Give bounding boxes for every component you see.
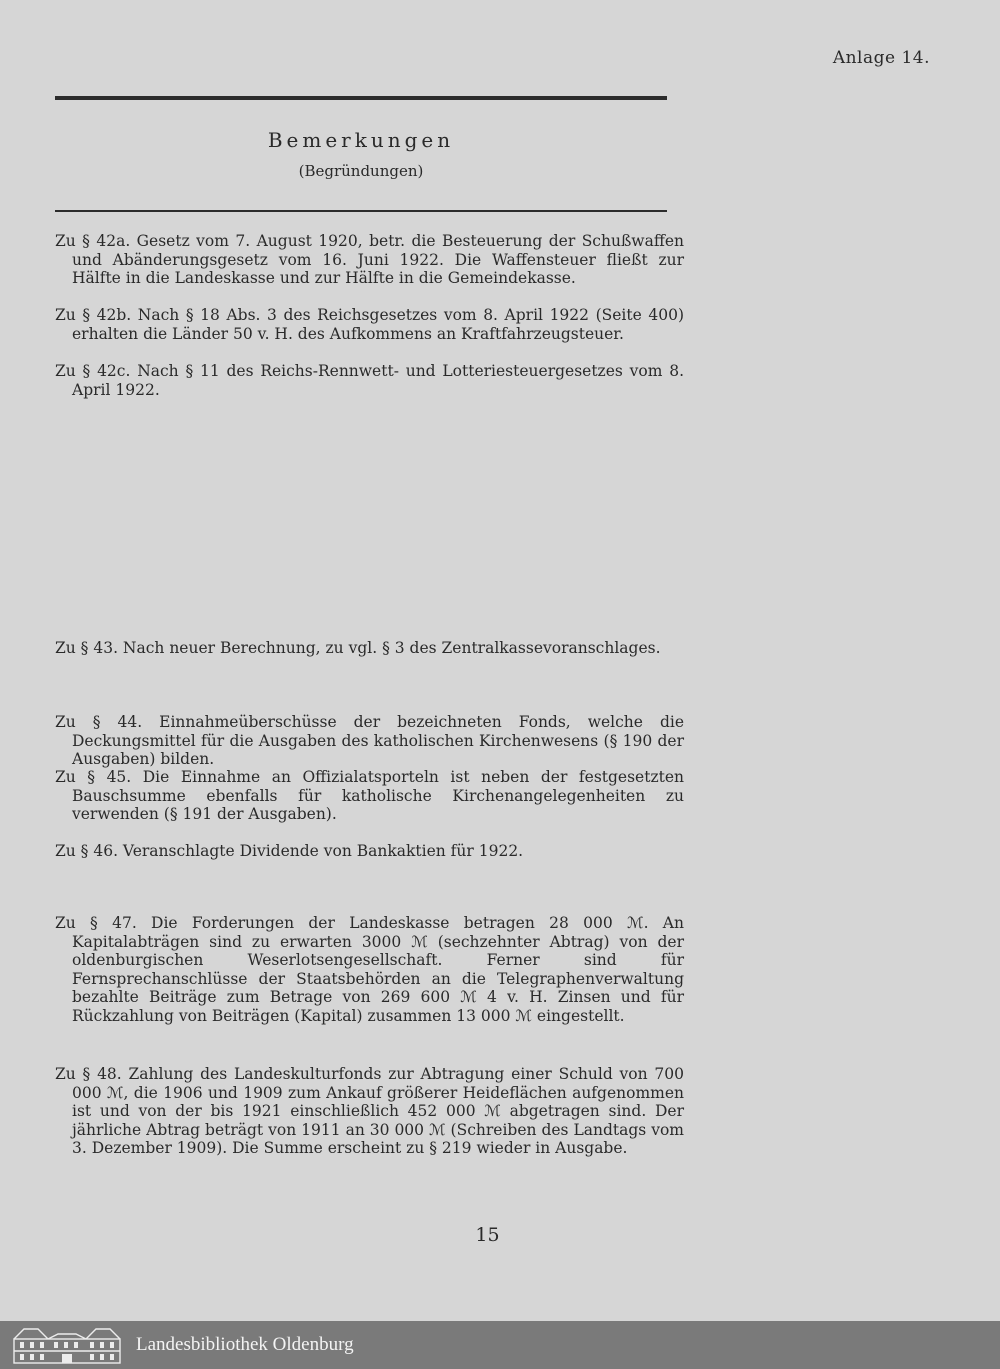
- page-title: Bemerkungen: [267, 128, 455, 152]
- entry-44: Zu § 44. Einnahmeüberschüsse der bezeichneten Fonds, welche die Deckungsmittel für die Ausgaben des katholischen Kirchenwesens (§ 190 der Ausgaben) bilden.: [55, 713, 684, 768]
- entry-42a: Zu § 42a. Gesetz vom 7. August 1920, betr. die Besteuerung der Schußwaffen und Abänderungsgesetz vom 16. Juni 1922. Die Waffensteuer fließt zur Hälfte in die Landeskasse und zur Hälfte in die Gemeindekasse.: [55, 232, 684, 287]
- annex-label: Anlage 14.: [832, 48, 930, 68]
- title-block: [55, 128, 667, 180]
- footer-label: Landesbibliothek Oldenburg: [136, 1334, 354, 1355]
- entry-42c: Zu § 42c. Nach § 11 des Reichs-Rennwett- und Lotteriesteuergesetzes vom 8. April 1922.: [55, 362, 684, 399]
- library-building-icon: [8, 1325, 126, 1365]
- title-rule: [55, 210, 667, 212]
- footer-bar: [0, 1321, 1000, 1369]
- page-subtitle: (Begründungen): [298, 162, 424, 180]
- entry-46: Zu § 46. Veranschlagte Dividende von Bankaktien für 1922.: [55, 842, 524, 860]
- entry-48: Zu § 48. Zahlung des Landeskulturfonds zur Abtragung einer Schuld von 700 000 ℳ, die 1906 und 1909 zum Ankauf größerer Heideflächen aufgenommen ist und von der bis 1921 einschließlich 452 000 ℳ abgetragen sind. Der jährliche Abtrag beträgt von 1911 an 30 000 ℳ (Schreiben des Landtags vom 3. Dezember 1909). Die Summe erscheint zu § 219 wieder in Ausgabe.: [55, 1065, 684, 1157]
- top-rule: [55, 96, 667, 100]
- entry-42b: Zu § 42b. Nach § 18 Abs. 3 des Reichsgesetzes vom 8. April 1922 (Seite 400) erhalten die Länder 50 v. H. des Aufkommens an Kraftfahrzeugsteuer.: [55, 306, 684, 343]
- entry-47: Zu § 47. Die Forderungen der Landeskasse betragen 28 000 ℳ. An Kapitalabträgen sind zu erwarten 3000 ℳ (sechzehnter Abtrag) von der oldenburgischen Weserlotsengesellschaft. Ferner sind für Fernsprechanschlüsse der Staatsbehörden an die Telegraphenverwaltung bezahlte Beiträge zum Betrage von 269 600 ℳ 4 v. H. Zinsen und für Rückzahlung von Beiträgen (Kapital) zusammen 13 000 ℳ eingestellt.: [55, 914, 684, 1025]
- entry-43: Zu § 43. Nach neuer Berechnung, zu vgl. § 3 des Zentralkassevoranschlages.: [55, 639, 661, 657]
- page-number: 15: [475, 1224, 500, 1246]
- entry-45: Zu § 45. Die Einnahme an Offizialatsporteln ist neben der festgesetzten Bauschsumme ebenfalls für katholische Kirchenangelegenheiten zu verwenden (§ 191 der Ausgaben).: [55, 768, 684, 823]
